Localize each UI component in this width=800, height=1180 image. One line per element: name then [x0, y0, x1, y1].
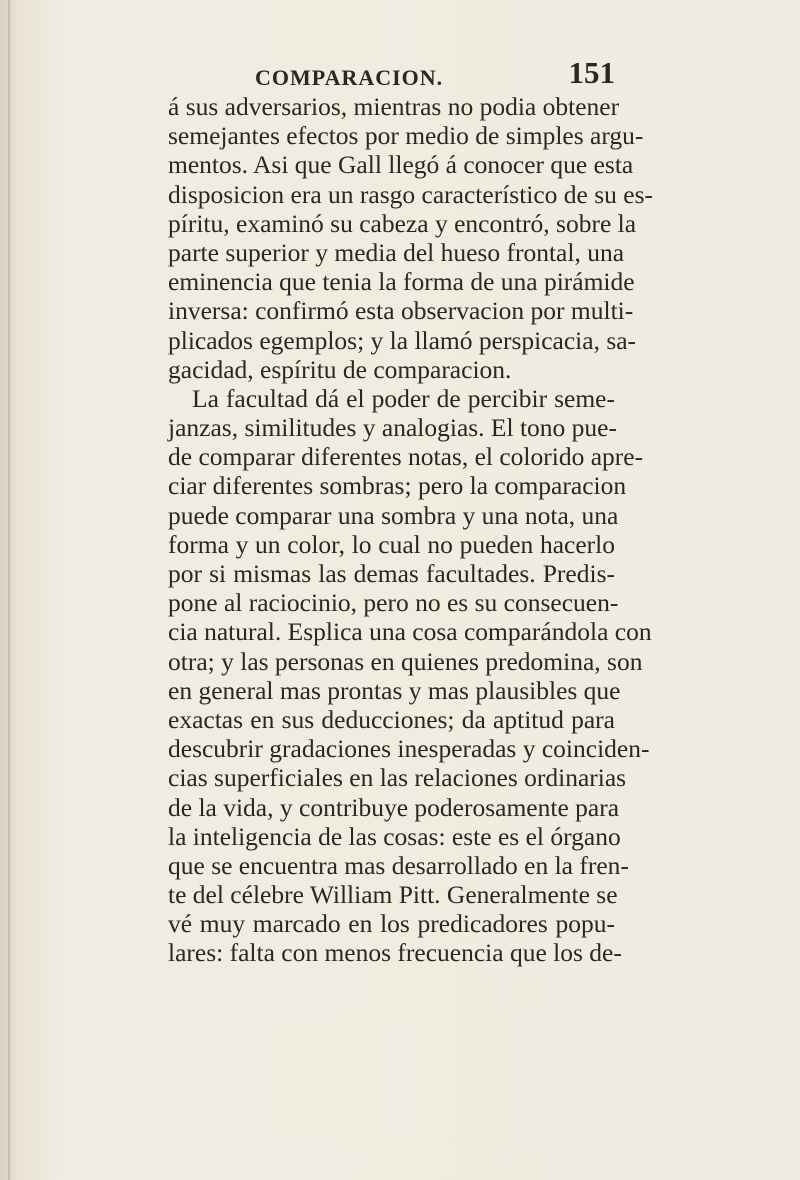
text-line: cias superficiales en las relaciones ordinarias — [168, 763, 627, 793]
text-line: puede comparar una sombra y una nota, una — [168, 500, 619, 530]
text-line: janzas, similitudes y analogias. El tono pue- — [168, 413, 617, 443]
text-line: disposicion era un rasgo característico de su es- — [168, 179, 654, 209]
text-line: vé muy marcado en los predicadores popu- — [168, 909, 615, 939]
text-line: te del célebre William Pitt. Generalmente se — [168, 880, 618, 910]
text-line: inversa: confirmó esta observacion por multi- — [168, 296, 634, 326]
page-header — [255, 55, 615, 95]
running-head: COMPARACION. — [255, 65, 444, 90]
text-line: por si mismas las demas facultades. Predis- — [168, 559, 615, 588]
text-line: cia natural. Esplica una cosa comparándola con — [168, 617, 652, 647]
text-line: la inteligencia de las cosas: este es el órgano — [168, 821, 621, 851]
text-line: gacidad, espíritu de comparacion. — [168, 354, 512, 384]
text-line: de comparar diferentes notas, el colorido apre- — [168, 442, 644, 472]
text-line: forma y un color, lo cual no pueden hacerlo — [168, 529, 615, 559]
text-line: descubrir gradaciones inesperadas y coinciden- — [168, 734, 650, 764]
page-gutter — [8, 0, 10, 1180]
text-line: en general mas prontas y mas plausibles que — [168, 675, 621, 705]
text-line: lares: falta con menos frecuencia que los de- — [168, 938, 622, 968]
page-number: 151 — [568, 55, 615, 90]
text-line: semejantes efectos por medio de simples argu- — [168, 121, 644, 151]
text-line: á sus adversarios, mientras no podia obtener — [168, 92, 620, 121]
text-line: eminencia que tenia la forma de una pirámide — [168, 267, 635, 297]
text-line: La facultad dá el poder de percibir seme- — [192, 383, 615, 413]
text-line: plicados egemplos; y la llamó perspicacia, sa- — [168, 325, 637, 355]
text-line: mentos. Asi que Gall llegó á conocer que esta — [168, 150, 634, 180]
text-line: parte superior y media del hueso frontal, una — [168, 237, 625, 267]
text-line: otra; y las personas en quienes predomina, son — [168, 646, 643, 676]
text-line: exactas en sus deducciones; da aptitud para — [168, 704, 615, 734]
text-line: que se encuentra mas desarrollado en la fren- — [168, 850, 629, 880]
text-line: pone al raciocinio, pero no es su consecuen- — [168, 588, 619, 618]
text-line: píritu, examinó su cabeza y encontró, sobre la — [168, 208, 637, 238]
body-text — [168, 92, 654, 968]
text-line: ciar diferentes sombras; pero la comparacion — [168, 471, 627, 501]
text-line: de la vida, y contribuye poderosamente para — [168, 792, 620, 822]
